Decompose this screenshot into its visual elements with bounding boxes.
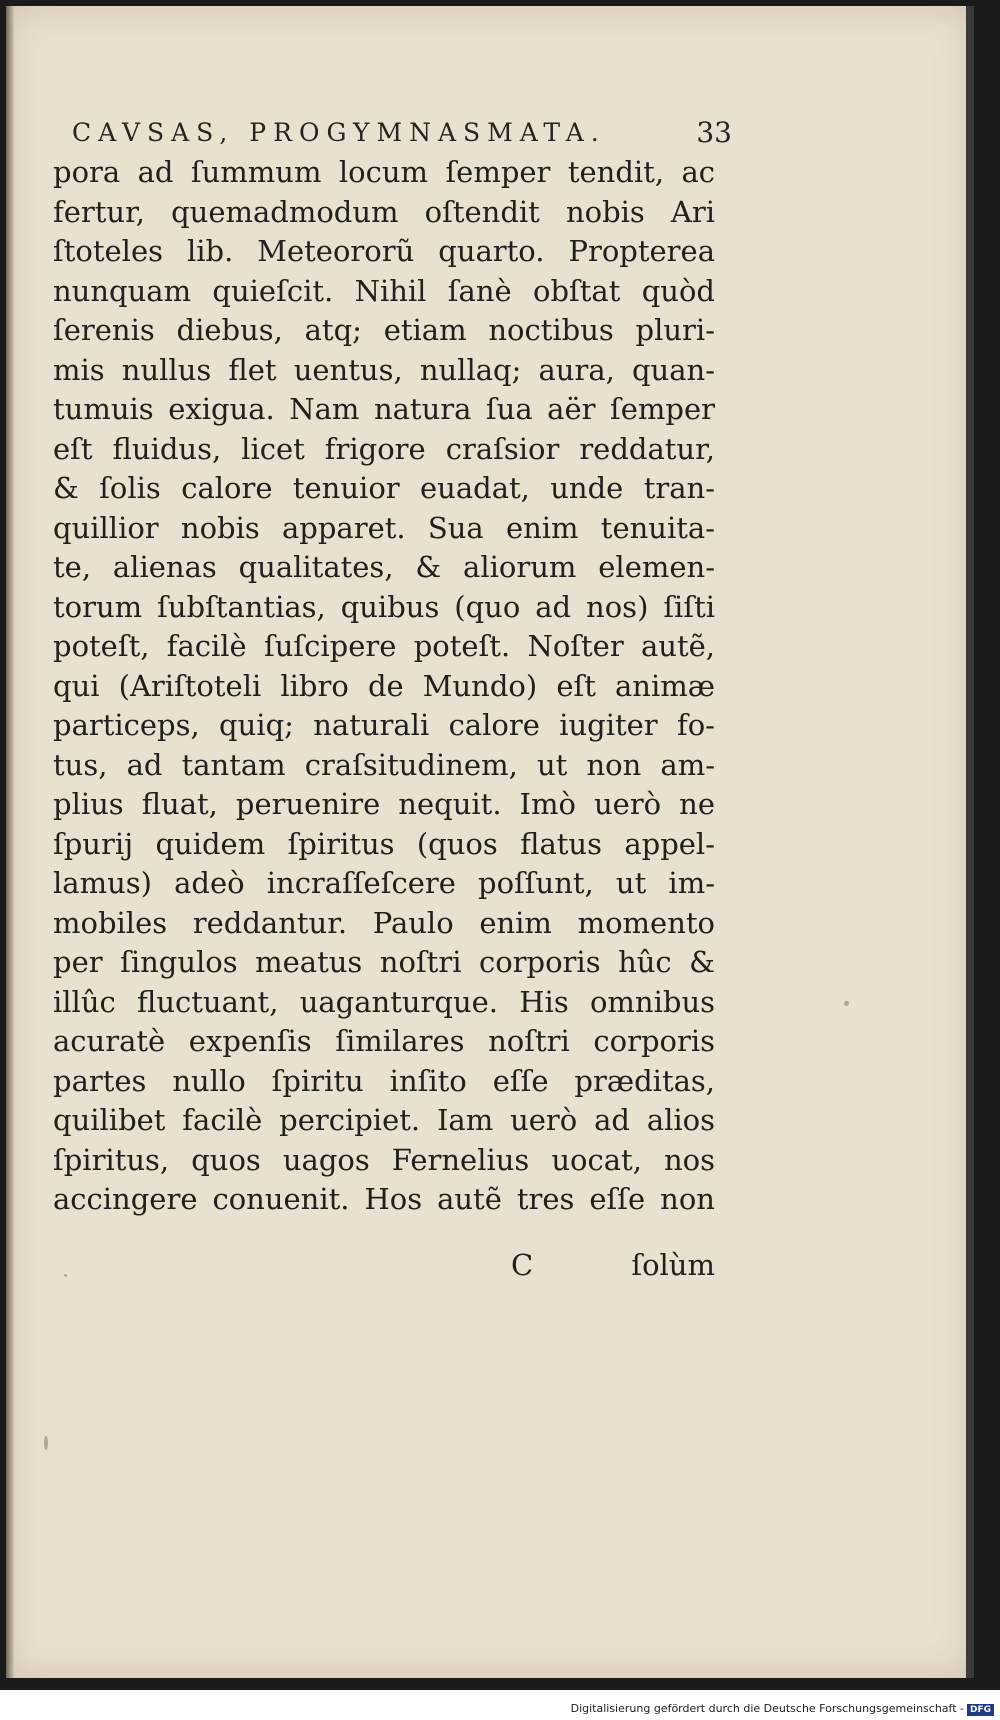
- text-line: qui (Ariſtoteli libro de Mundo) eſt animæ: [53, 668, 715, 703]
- digitization-footer: [571, 1702, 994, 1716]
- text-line: quillior nobis apparet. Sua enim tenuita-: [53, 510, 715, 545]
- text-line: & ſolis calore tenuior euadat, unde tran-: [53, 471, 715, 505]
- text-line: nunquam quieſcit. Nihil ſanè obſtat quòd: [53, 273, 715, 308]
- page-edge: [966, 6, 974, 1678]
- paper-stain: [844, 1001, 849, 1006]
- running-header: [72, 116, 732, 149]
- text-line: pora ad ſummum locum ſemper tendit, ac: [53, 155, 715, 189]
- catch-line: [53, 1248, 715, 1288]
- text-line: quilibet facilè percipiet. Iam uerò ad alios: [53, 1103, 715, 1137]
- text-line: eſt fluidus, licet frigore craſsior reddatur,: [53, 431, 715, 466]
- text-line: accingere conuenit. Hos autẽ tres eſſe non: [53, 1182, 715, 1216]
- page-number: 33: [696, 116, 732, 149]
- text-line: tumuis exigua. Nam natura ſua aër ſemper: [53, 392, 715, 426]
- running-title: CAVSAS, PROGYMNASMATA.: [72, 118, 606, 147]
- text-line: mis nullus flet uentus, nullaq; aura, quan-: [53, 352, 715, 387]
- page-gutter: [6, 6, 14, 1678]
- catchword: ſolùm: [631, 1248, 715, 1282]
- text-line: te, alienas qualitates, & aliorum elemen-: [53, 550, 715, 584]
- text-line: fertur, quemadmodum oſtendit nobis Ari: [53, 194, 715, 229]
- text-line: poteſt, facilè ſuſcipere poteſt. Noſter autẽ,: [53, 629, 715, 663]
- text-line: ſpiritus, quos uagos Fernelius uocat, nos: [53, 1142, 715, 1177]
- text-line: partes nullo ſpiritu inſito eſſe præditas,: [53, 1063, 715, 1098]
- text-line: tus, ad tantam craſsitudinem, ut non am-: [53, 747, 715, 782]
- text-line: ſerenis diebus, atq; etiam noctibus pluri-: [53, 313, 715, 347]
- text-line: ſtoteles lib. Meteororũ quarto. Propterea: [53, 234, 715, 268]
- text-line: mobiles reddantur. Paulo enim momento: [53, 905, 715, 940]
- text-line: plius fluat, peruenire nequit. Imò uerò ne: [53, 787, 715, 821]
- paper-stain: [64, 1274, 67, 1277]
- signature-mark: C: [511, 1248, 534, 1282]
- text-line: illûc fluctuant, uaganturque. His omnibus: [53, 984, 715, 1019]
- text-line: particeps, quiq; naturali calore iugiter fo-: [53, 708, 715, 742]
- text-body: [53, 153, 715, 1220]
- text-line: per ſingulos meatus noſtri corporis hûc &: [53, 945, 715, 979]
- text-line: ſpurij quidem ſpiritus (quos flatus appel-: [53, 826, 715, 861]
- text-line: acuratè expenſis ſimilares noſtri corporis: [53, 1024, 715, 1058]
- text-line: torum ſubſtantias, quibus (quo ad nos) ſiſti: [53, 589, 715, 624]
- dfg-logo-icon: DFG: [967, 1704, 994, 1716]
- footer-text: Digitalisierung gefördert durch die Deutsche Forschungsgemeinschaft -: [570, 1702, 964, 1715]
- book-page: [6, 6, 974, 1678]
- text-line: lamus) adeò incraſſeſcere poſſunt, ut im-: [53, 866, 715, 900]
- paper-stain: [44, 1436, 48, 1450]
